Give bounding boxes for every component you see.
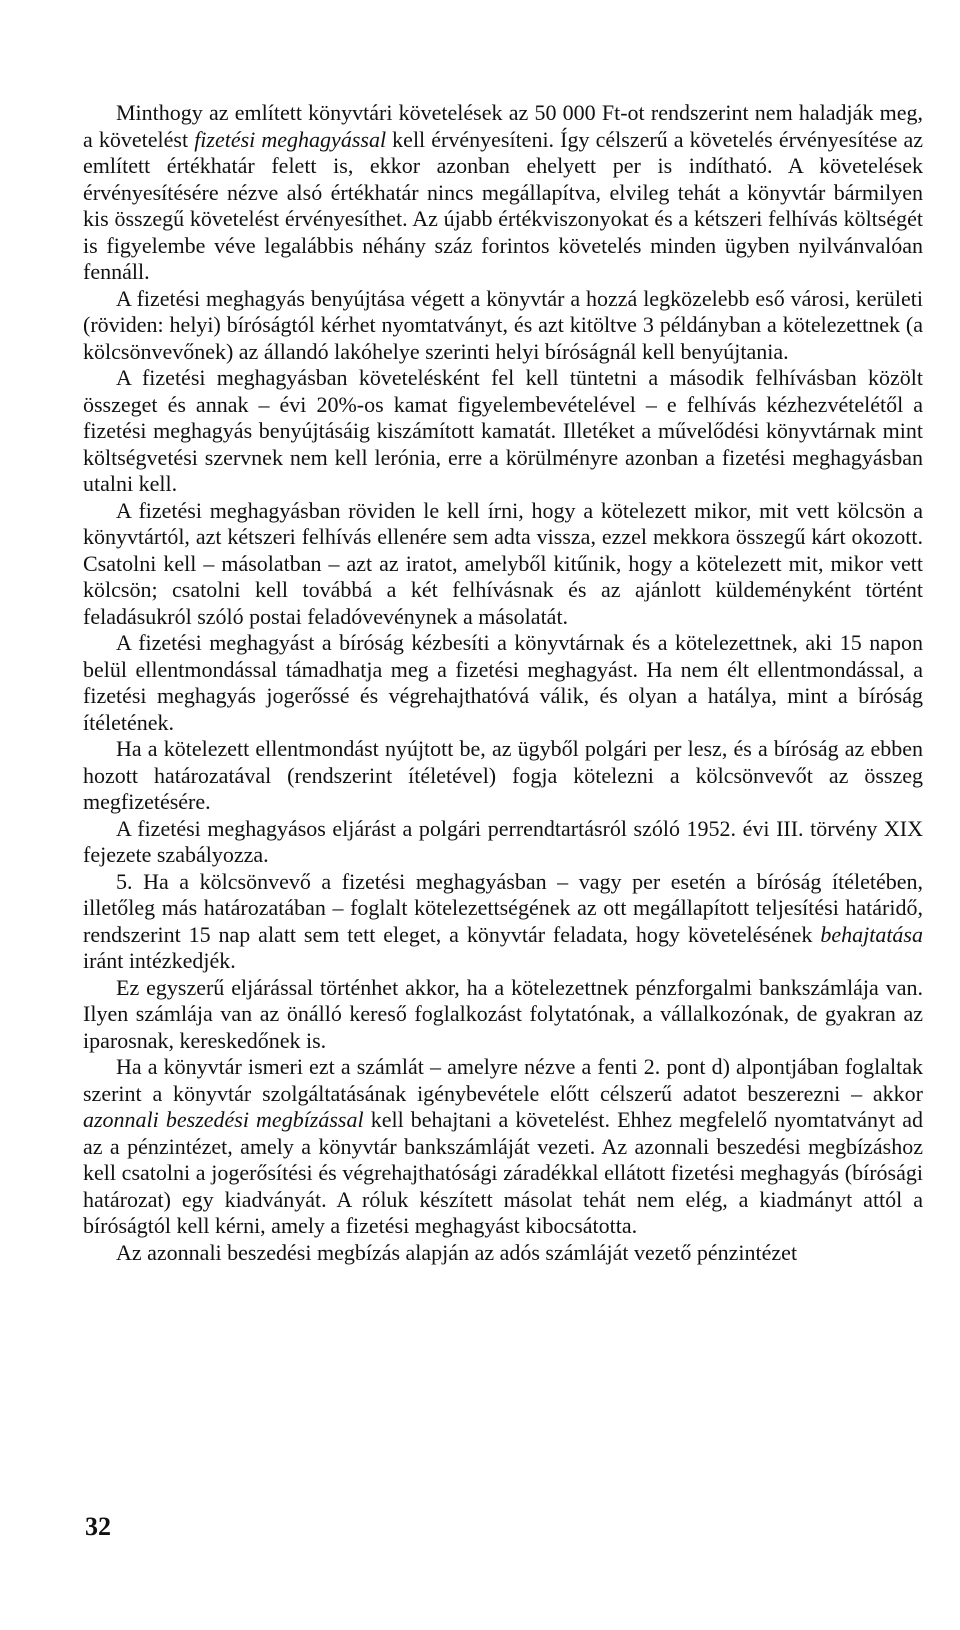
text-run: A fizetési meghagyás benyújtása végett a könyvtár a hozzá legközelebb eső városi, kerületi (röviden: helyi) bíróságtól kérhet nyomtatványt, és azt kitöltve 3 példányban a kötelezettnek (a kölcsönvevőnek) az állandó lakóhelye szerinti helyi bíróságnál kell benyújtania.: [83, 285, 923, 364]
paragraph: [83, 286, 923, 366]
page-number: 32: [85, 1512, 111, 1541]
paragraph: [83, 1240, 923, 1267]
text-run: Ha a kötelezett ellentmondást nyújtott be, az ügyből polgári per lesz, és a bíróság az ebben hozott határozatával (rendszerint ítéletével) fogja kötelezni a kölcsönvevőt az összeg megfizetésére.: [83, 736, 923, 814]
paragraph: [83, 869, 923, 975]
text-run: A fizetési meghagyásos eljárást a polgári perrendtartásról szóló 1952. évi III. törvény XIX fejezete szabályozza.: [83, 815, 923, 867]
paragraph: [83, 498, 923, 631]
text-run: Ez egyszerű eljárással történhet akkor, ha a kötelezettnek pénzforgalmi bankszámlája van. Ilyen számlája van az önálló kereső foglalkozást folytatónak, a vállalkozónak, de gyakran az iparosnak, kereskedőnek is.: [83, 974, 923, 1053]
paragraph: [83, 1054, 923, 1240]
paragraph: [83, 630, 923, 736]
text-run: iránt intézkedjék.: [83, 948, 236, 973]
italic-phrase: behajtatása: [820, 921, 923, 947]
text-run: A fizetési meghagyásban röviden le kell írni, hogy a kötelezett mikor, mit vett kölcsön a könyvtártól, azt kétszeri felhívás ellenére sem adta vissza, ezzel mekkora összegű kárt okozott. Csatolni kell – másolatban – azt az iratot, amelyből kitűnik, hogy a kötelezett mit, mikor vett kölcsön; csatolni kell továbbá a két felhívásnak és az ajánlott küldeményként történt feladásukról szóló postai feladóvevénynek a másolatát.: [83, 497, 923, 629]
text-run: Az azonnali beszedési megbízás alapján az adós számláját vezető pénzintézet: [116, 1239, 798, 1265]
text-run: Ha a könyvtár ismeri ezt a számlát – amelyre nézve a fenti 2. pont d) alpontjában foglaltak szerint a könyvtár szolgáltatásának igénybevétele előtt célszerű adatot beszerezni – akkor: [83, 1054, 923, 1106]
text-run: 5. Ha a kölcsönvevő a fizetési meghagyásban – vagy per esetén a bíróság ítéletében, illetőleg más határozatában – foglalt kötelezettségének az ott megállapított teljesítési határidő, rendszerint 15 nap alatt sem tett eleget, a könyvtár feladata, hogy követelésének: [83, 868, 923, 947]
paragraph: [83, 975, 923, 1055]
page-body: [83, 100, 923, 1266]
italic-phrase: fizetési meghagyással: [194, 126, 387, 152]
text-run: A fizetési meghagyást a bíróság kézbesíti a könyvtárnak és a kötelezettnek, aki 15 napon belül ellentmondással támadhatja meg a fizetési meghagyást. Ha nem élt ellentmondással, a fizetési meghagyás jogerőssé és végrehajthatóvá válik, és olyan a hatálya, mint a bíróság ítéletének.: [83, 630, 923, 735]
paragraph: [83, 365, 923, 498]
paragraph: [83, 736, 923, 816]
paragraph: [83, 816, 923, 869]
text-run: kell behajtani a követelést. Ehhez megfelelő nyomtatványt ad az a pénzintézet, amely a könyvtár bankszámláját vezeti. Az azonnali beszedési megbízáshoz kell csatolni a jogerősítési és végrehajthatósági záradékkal ellátott fizetési meghagyás (bírósági határozat) egy kiadványát. A róluk készített másolat tehát nem elég, a kiadmányt attól a bíróságtól kell kérni, amely a fizetési meghagyást kibocsátotta.: [83, 1107, 923, 1238]
paragraph: [83, 100, 923, 286]
text-column: [83, 100, 923, 1266]
italic-phrase: azonnali beszedési megbízással: [83, 1107, 364, 1132]
text-run: A fizetési meghagyásban követelésként fel kell tüntetni a második felhívásban közölt összeget és annak – évi 20%-os kamat figyelembevételével – e felhívás kézhezvételétől a fizetési meghagyás benyújtásáig kiszámított kamatát. Illetéket a művelődési könyvtárnak mint költségvetési szervnek nem kell lerónia, erre a körülményre azonban a fizetési meghagyásban utalni kell.: [83, 365, 923, 496]
text-run: Minthogy az említett könyvtári követelések az 50 000 Ft-ot rendszerint nem haladják meg, a követelést: [83, 100, 923, 152]
text-run: kell érvényesíteni. Így célszerű a követelés érvényesítése az említett értékhatár felett is, ekkor azonban ehelyett per is indítható. A követelések érvényesítésére nézve alsó értékhatár nincs megállapítva, elvileg tehát a könyvtár bármilyen kis összegű követelést érvényesíthet. Az újabb értékviszonyokat és a kétszeri felhívás költségét is figyelembe véve legalábbis néhány száz forintos követelés minden ügyben nyilvánvalóan fennáll.: [83, 126, 923, 284]
